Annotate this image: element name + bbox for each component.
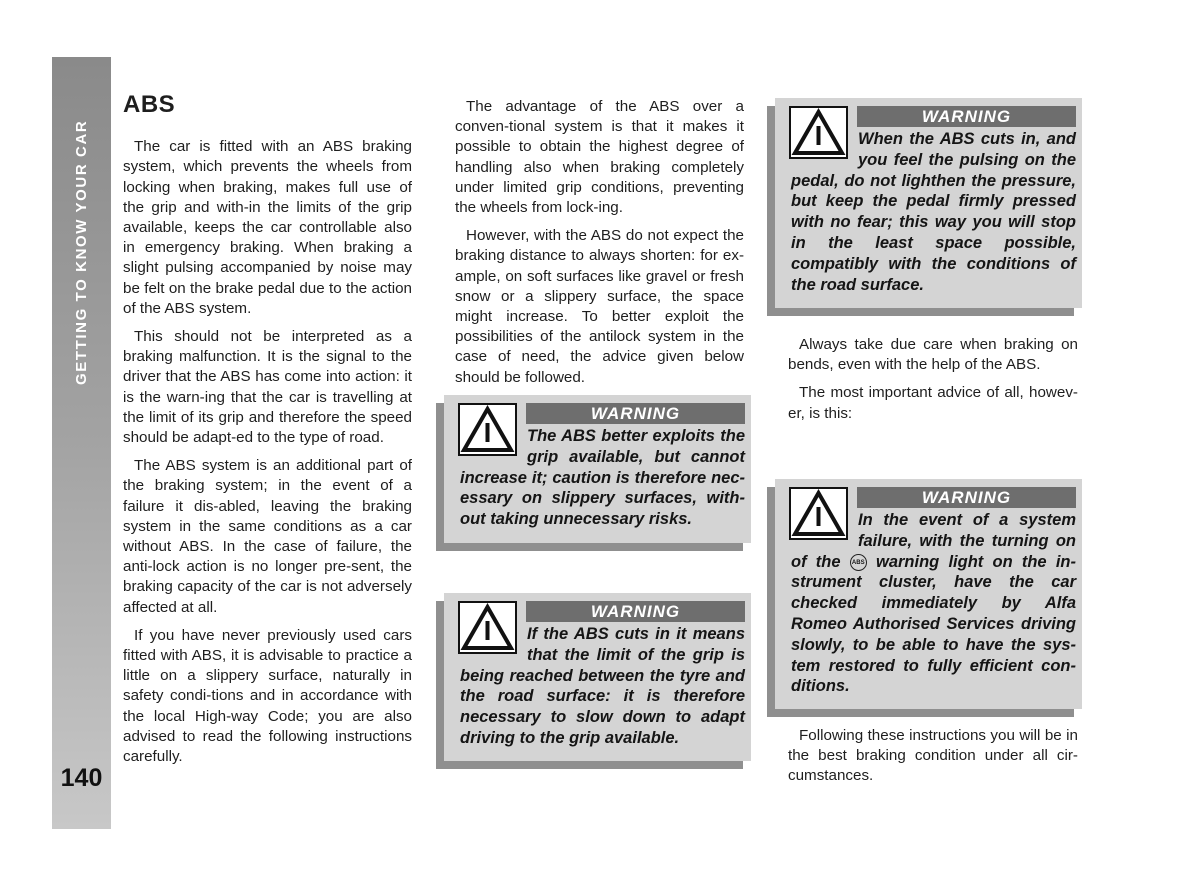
paragraph: Always take due care when braking on bends, even with the help of the ABS. bbox=[788, 336, 1078, 374]
warning-text bbox=[791, 510, 1076, 697]
warning-text-end: warning light on the in-strument cluster, have the car checked immediately by Alfa Romeo Authorised Services driving slowly, to be able to have the sys-tem restored to fully efficient con-ditions. bbox=[791, 552, 1076, 696]
paragraph: If you have never previously used cars fitted with ABS, it is advisable to practice a little on a slippery surface, naturally in safety condi-tions and in accordance with the local High-way Code; you are also advised to read the following instructions carefully. bbox=[123, 626, 412, 766]
paragraph: The ABS system is an additional part of the braking system; in the event of a failure it dis-abled, leaving the braking system in the same conditions as a car without ABS. In the case of failure, the anti-lock action is no longer pre-sent, the braking capacity of the car is not adversely affected at all. bbox=[123, 457, 412, 616]
paragraph: However, with the ABS do not expect the braking distance to always shorten: for ex-ample, on soft surfaces like gravel or fresh snow or a slippery surface, the space might increase. To better exploit the possibilities of the antilock system in the case of need, the advice given below should be followed. bbox=[455, 227, 744, 386]
paragraph: This should not be interpreted as a braking malfunction. It is the signal to the driver that the ABS has come into action: it is the warn-ing that the car is travelling at the limit of its grip and therefore the speed should be adapt-ed to the type of road. bbox=[123, 328, 412, 447]
warning-label: WARNING bbox=[857, 487, 1076, 508]
warning-text-start: In the event of a system failure, with the turning on of the bbox=[791, 511, 1076, 571]
warning-label: WARNING bbox=[526, 403, 745, 424]
warning-text: If the ABS cuts in it means that the limit of the grip is being reached between the tyre and the road surface: it is therefore necessary to slow down to adapt driving to the grip available. bbox=[460, 625, 745, 747]
column-3-top bbox=[788, 335, 1078, 432]
warning-label: WARNING bbox=[857, 106, 1076, 127]
paragraph: Following these instructions you will be in the best braking condition under all cir-cumstances. bbox=[788, 727, 1078, 785]
paragraph: The car is fitted with an ABS braking system, which prevents the wheels from locking when braking, makes full use of the grip and with-in the limits of the grip available, keeps the car controllable also in emergency braking. When braking a slight pulsing accompanied by noise may be felt on the brake pedal due to the action of the ABS system. bbox=[123, 138, 412, 317]
warning-box bbox=[775, 479, 1082, 709]
paragraph: The most important advice of all, howev-er, is this: bbox=[788, 384, 1078, 422]
section-title bbox=[60, 341, 104, 385]
warning-label: WARNING bbox=[526, 601, 745, 622]
warning-text: When the ABS cuts in, and you feel the pulsing on the pedal, do not lighthen the pressure, but keep the pedal firmly pressed with no fear; this way you will stop in the least space possible, compatibly with the conditions of the road surface. bbox=[791, 130, 1076, 294]
warning-box bbox=[775, 98, 1082, 308]
abs-warning-light-icon: ABS bbox=[850, 554, 867, 571]
column-3-bottom bbox=[788, 726, 1078, 795]
page-heading: ABS bbox=[123, 91, 176, 118]
column-1 bbox=[123, 91, 412, 775]
column-2 bbox=[455, 97, 744, 396]
page-number: 140 bbox=[60, 764, 103, 792]
paragraph: The advantage of the ABS over a conven-tional system is that it makes it possible to obtain the highest degree of handling also when braking completely under limited grip conditions, preventing the wheels from lock-ing. bbox=[455, 98, 744, 217]
warning-box bbox=[444, 593, 751, 761]
warning-box bbox=[444, 395, 751, 543]
warning-text: The ABS better exploits the grip available, but cannot increase it; caution is therefore nec-essary on slippery surfaces, with-out taking unnecessary risks. bbox=[460, 427, 745, 529]
